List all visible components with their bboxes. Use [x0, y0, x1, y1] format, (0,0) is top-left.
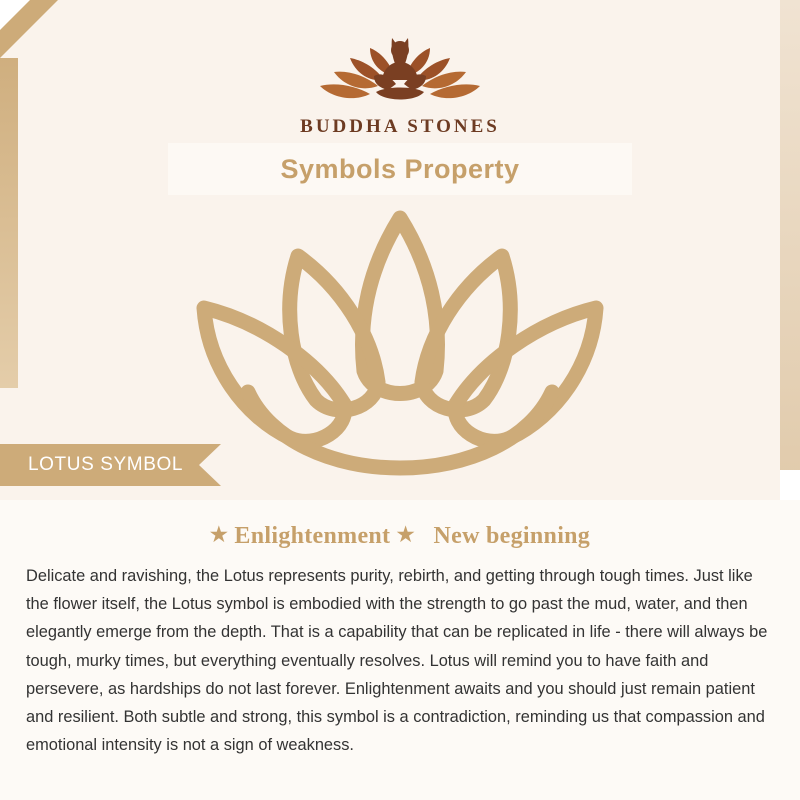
subheading-first: Enlightenment — [234, 523, 391, 549]
brand-name: BUDDHA STONES — [300, 116, 500, 137]
lotus-meditation-figure-icon — [300, 18, 500, 114]
brand-header — [0, 18, 800, 138]
description-panel — [0, 500, 800, 800]
title-banner — [168, 143, 632, 195]
body-paragraph: Delicate and ravishing, the Lotus represents purity, rebirth, and getting through tough times. Just like the flower itself, the Lotus symbol is embodied with the strength to go past the mud, water, and then elegantly emerge from the depth. That is a capability that can be replicated in life - there will always be tough, murky times, but everything eventually resolves. Lotus will remind you to have faith and persevere, as hardships do not last forever. Enlightenment awaits and you should just remain patient and resilient. Both subtle and strong, this symbol is a contradiction, reminding us that compassion and emotional intensity is not a sign of weakness. — [26, 567, 768, 755]
star-icon-left: ★ — [209, 524, 229, 546]
lotus-symbol-ribbon — [0, 444, 221, 486]
page-title: Symbols Property — [280, 153, 520, 184]
ribbon-tail — [199, 444, 221, 486]
subheading — [0, 522, 800, 550]
star-icon-middle: ★ — [396, 524, 415, 546]
subheading-second: New beginning — [433, 523, 591, 549]
ribbon-label: LOTUS SYMBOL — [28, 454, 184, 475]
